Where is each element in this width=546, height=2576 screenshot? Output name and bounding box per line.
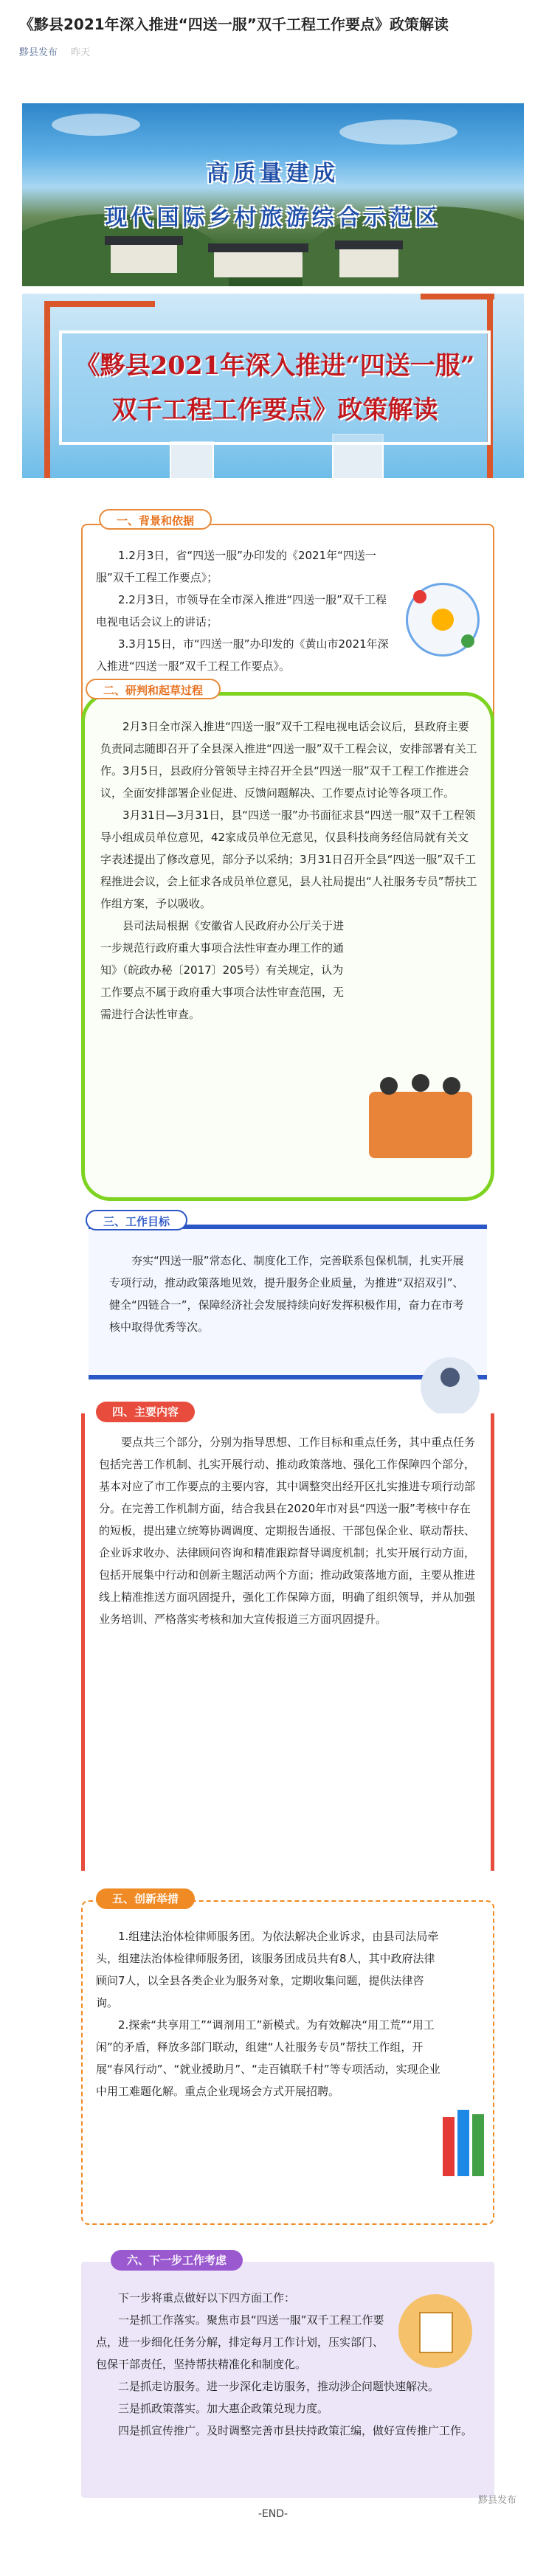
- section-tag-background: 一、背景和依据: [99, 509, 212, 530]
- banner-line-2: 现代国际乡村旅游综合示范区: [105, 205, 441, 231]
- section-paragraph: 3月31日—3月31日，县“四送一服”办书面征求县“四送一服”双千工程领导小组成员单位意见，42家成员单位无意见，仅县科技商务经信局就有关文字表述提出了修改意见，部分予以采纳；3月31日召开全县“四送一服”双千工程推进会议，会上征求各成员单位意见，县人社局提出“人社服务专员”帮扶工作组方案，予以吸收。: [100, 809, 477, 910]
- article-title: 《黟县2021年深入推进“四送一服”双千工程工作要点》政策解读: [19, 15, 449, 33]
- binders-icon: [443, 2110, 487, 2176]
- section-tag-goals: 三、工作目标: [86, 1210, 187, 1230]
- headline-line-2: 双千工程工作要点》政策解读: [111, 395, 438, 425]
- section-tag-next-steps: 六、下一步工作考虑: [111, 2250, 243, 2271]
- banner-line-1: 高质量建成: [207, 161, 339, 187]
- section-paragraph: 3.3月15日，市“四送一服”办印发的《黄山市2021年深入推进“四送一服”双千工程工作要点》。: [96, 637, 389, 673]
- article-meta: [19, 44, 90, 58]
- section-paragraph: 2.2月3日，市领导在全市深入推进“四送一服”双千工程电视电话会议上的讲话；: [96, 593, 387, 629]
- section-tag-research: 二、研判和起草过程: [86, 679, 221, 699]
- section-research: [81, 679, 494, 1210]
- section-paragraph: 1.2月3日，省“四送一服”办印发的《2021年“四送一服”双千工程工作要点》；: [96, 549, 376, 584]
- section-next-steps: [81, 2250, 494, 2501]
- section-paragraph: 二是抓走访服务。进一步深化走访服务，推动涉企问题快速解决。: [118, 2380, 440, 2393]
- section-paragraph: 三是抓政策落实。加大惠企政策兑现力度。: [118, 2402, 329, 2415]
- publish-date: 昨天: [71, 47, 91, 58]
- section-paragraph: 1.组建法治体检律师服务团。为依法解决企业诉求，由县司法局牵头，组建法治体检律师服务团，该服务团成员共有8人，其中政府法律顾问7人，以全县各类企业为服务对象，定期收集问题，提供法律咨询。: [96, 1930, 439, 2009]
- section-goals: [81, 1210, 494, 1394]
- article-footer: [0, 2504, 546, 2524]
- section-tag-content: 四、主要内容: [96, 1402, 195, 1422]
- author-link[interactable]: 黟县发布: [19, 47, 58, 58]
- section-innovation: [81, 1888, 494, 2235]
- banner-image: [22, 103, 524, 286]
- section-paragraph: 夯实“四送一服”常态化、制度化工作，完善联系包保机制，扎实开展专项行动，推动政策落地见效，提升服务企业质量，为推进“双招双引”、健全“四链合一”，保障经济社会发展持续向好发挥积极作用，奋力在市考核中取得优秀等次。: [109, 1254, 464, 1334]
- section-paragraph: 2月3日全市深入推进“四送一服”双千工程电视电话会议后，县政府主要负责同志随即召开了全县深入推进“四送一服”双千工程会议，安排部署有关工作。3月5日，县政府分管领导主持召开全县“四送一服”双千工程工作推进会议，全面安排部署企业促进、反馈问题解决、工作要点讨论等各项工作。: [100, 720, 477, 800]
- section-paragraph: 县司法局根据《安徽省人民政府办公厅关于进一步规范行政府重大事项合法性审查办理工作的通知》（皖政办秘〔2017〕205号）有关规定，认为工作要点不属于政府重大事项合法性审查范围，无需进行合法性审查。: [100, 919, 345, 1021]
- section-paragraph: 要点共三个部分，分别为指导思想、工作目标和重点任务，其中重点任务包括完善工作机制、扎实开展行动、推动政策落地、强化工作保障四个部分，基本对应了市工作要点的主要内容，其中调整突出经开区扎实推进专项行动部分。在完善工作机制方面，结合我县在2020年市对县“四送一服”考核中存在的短板，提出建立统筹协调调度、定期报告通报、干部包保企业、联动帮扶、企业诉求收办、法律顾问咨询和精准跟踪督导调度机制；扎实开展行动方面，包括开展集中行动和创新主题活动两个方面；推动政策落地方面，主要从推进线上精准推送方面巩固提升，强化工作保障方面，明确了组织领导，并从加强业务培训、严格落实考核和加大宣传报道三方面巩固提升。: [99, 1436, 476, 1626]
- watermark: 黟县发布: [477, 2495, 516, 2506]
- section-paragraph: 下一步将重点做好以下四方面工作：: [118, 2291, 296, 2305]
- section-paragraph: 一是抓工作落实。聚焦市县“四送一服”双千工程工作要点，进一步细化任务分解，排定每月工作计划，压实部门、包保干部责任，坚持帮扶精准化和制度化。: [96, 2313, 384, 2371]
- meeting-illustration-icon: [369, 1092, 472, 1158]
- headline-line-1: 《黟县2021年深入推进“四送一服”: [75, 351, 475, 381]
- section-paragraph: 2.探索“共享用工”“调剂用工”新模式。为有效解决“用工荒”“用工闲”的矛盾，释放多部门联动，组建“人社服务专员”帮扶工作组，开展“春风行动”、“就业援助月”、“走百镇联千村”等专项活动，实现企业中用工难题化解。重点企业现场会方式开展招聘。: [96, 2018, 440, 2098]
- section-tag-innovation: 五、创新举措: [96, 1888, 195, 1909]
- end-marker: -END-: [258, 2508, 288, 2520]
- section-content: [81, 1402, 494, 1874]
- section-paragraph: 四是抓宣传推广。及时调整完善市县扶持政策汇编，做好宣传推广工作。: [118, 2424, 473, 2437]
- headline-graphic: [22, 294, 524, 478]
